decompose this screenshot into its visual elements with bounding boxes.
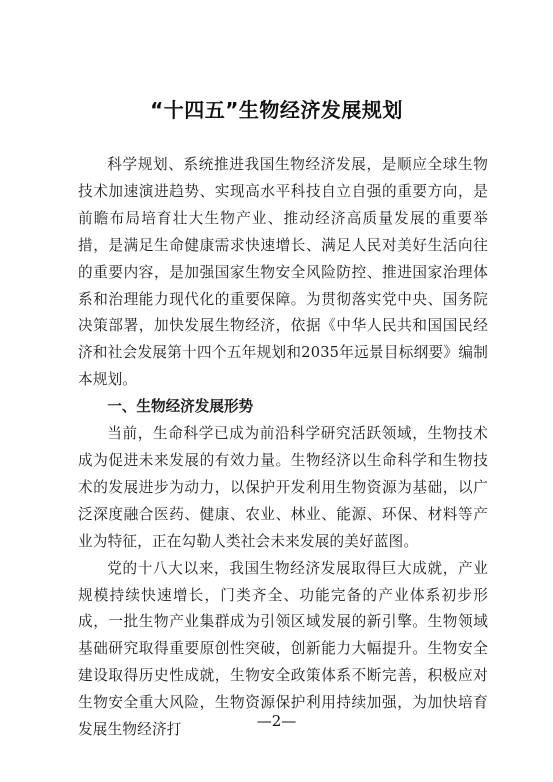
page-number: —2— <box>256 712 297 730</box>
section-heading: 一、生物经济发展形势 <box>107 398 254 416</box>
paragraph: 党的十八大以来，我国生物经济发展取得巨大成就，产业规模持续快速增长，门类齐全、功能完备的产业体系初步形成，一批生物产业集群成为引领区域发展的新引擎。生物领域基础研究取得重要原创性突破，创新能力大幅提升。生物安全建设取得历史性成就，生物安全政策体系不断完善，积极应对生物安全重大风险，生物资源保护利用持续加强，为加快培育发展生物经济打 <box>78 559 488 739</box>
document-body <box>78 152 488 744</box>
intro-paragraph: 科学规划、系统推进我国生物经济发展，是顺应全球生物技术加速演进趋势、实现高水平科技自立自强的重要方向，是前瞻布局培育壮大生物产业、推动经济高质量发展的重要举措，是满足生命健康需求快速增长、满足人民对美好生活向往的重要内容，是加强国家生物安全风险防控、推进国家治理体系和治理能力现代化的重要保障。为贯彻落实党中央、国务院决策部署，加快发展生物经济，依据《中华人民共和国国民经济和社会发展第十四个五年规划和2035年远景目标纲要》编制本规划。 <box>78 156 488 389</box>
document-title: “十四五”生物经济发展规划 <box>150 98 403 122</box>
paragraph: 当前，生命科学已成为前沿科学研究活跃领域，生物技术成为促进未来发展的有效力量。生物经济以生命科学和生物技术的发展进步为动力，以保护开发利用生物资源为基础，以广泛深度融合医药、健康、农业、林业、能源、环保、材料等产业为特征，正在勾勒人类社会未来发展的美好蓝图。 <box>78 425 488 550</box>
